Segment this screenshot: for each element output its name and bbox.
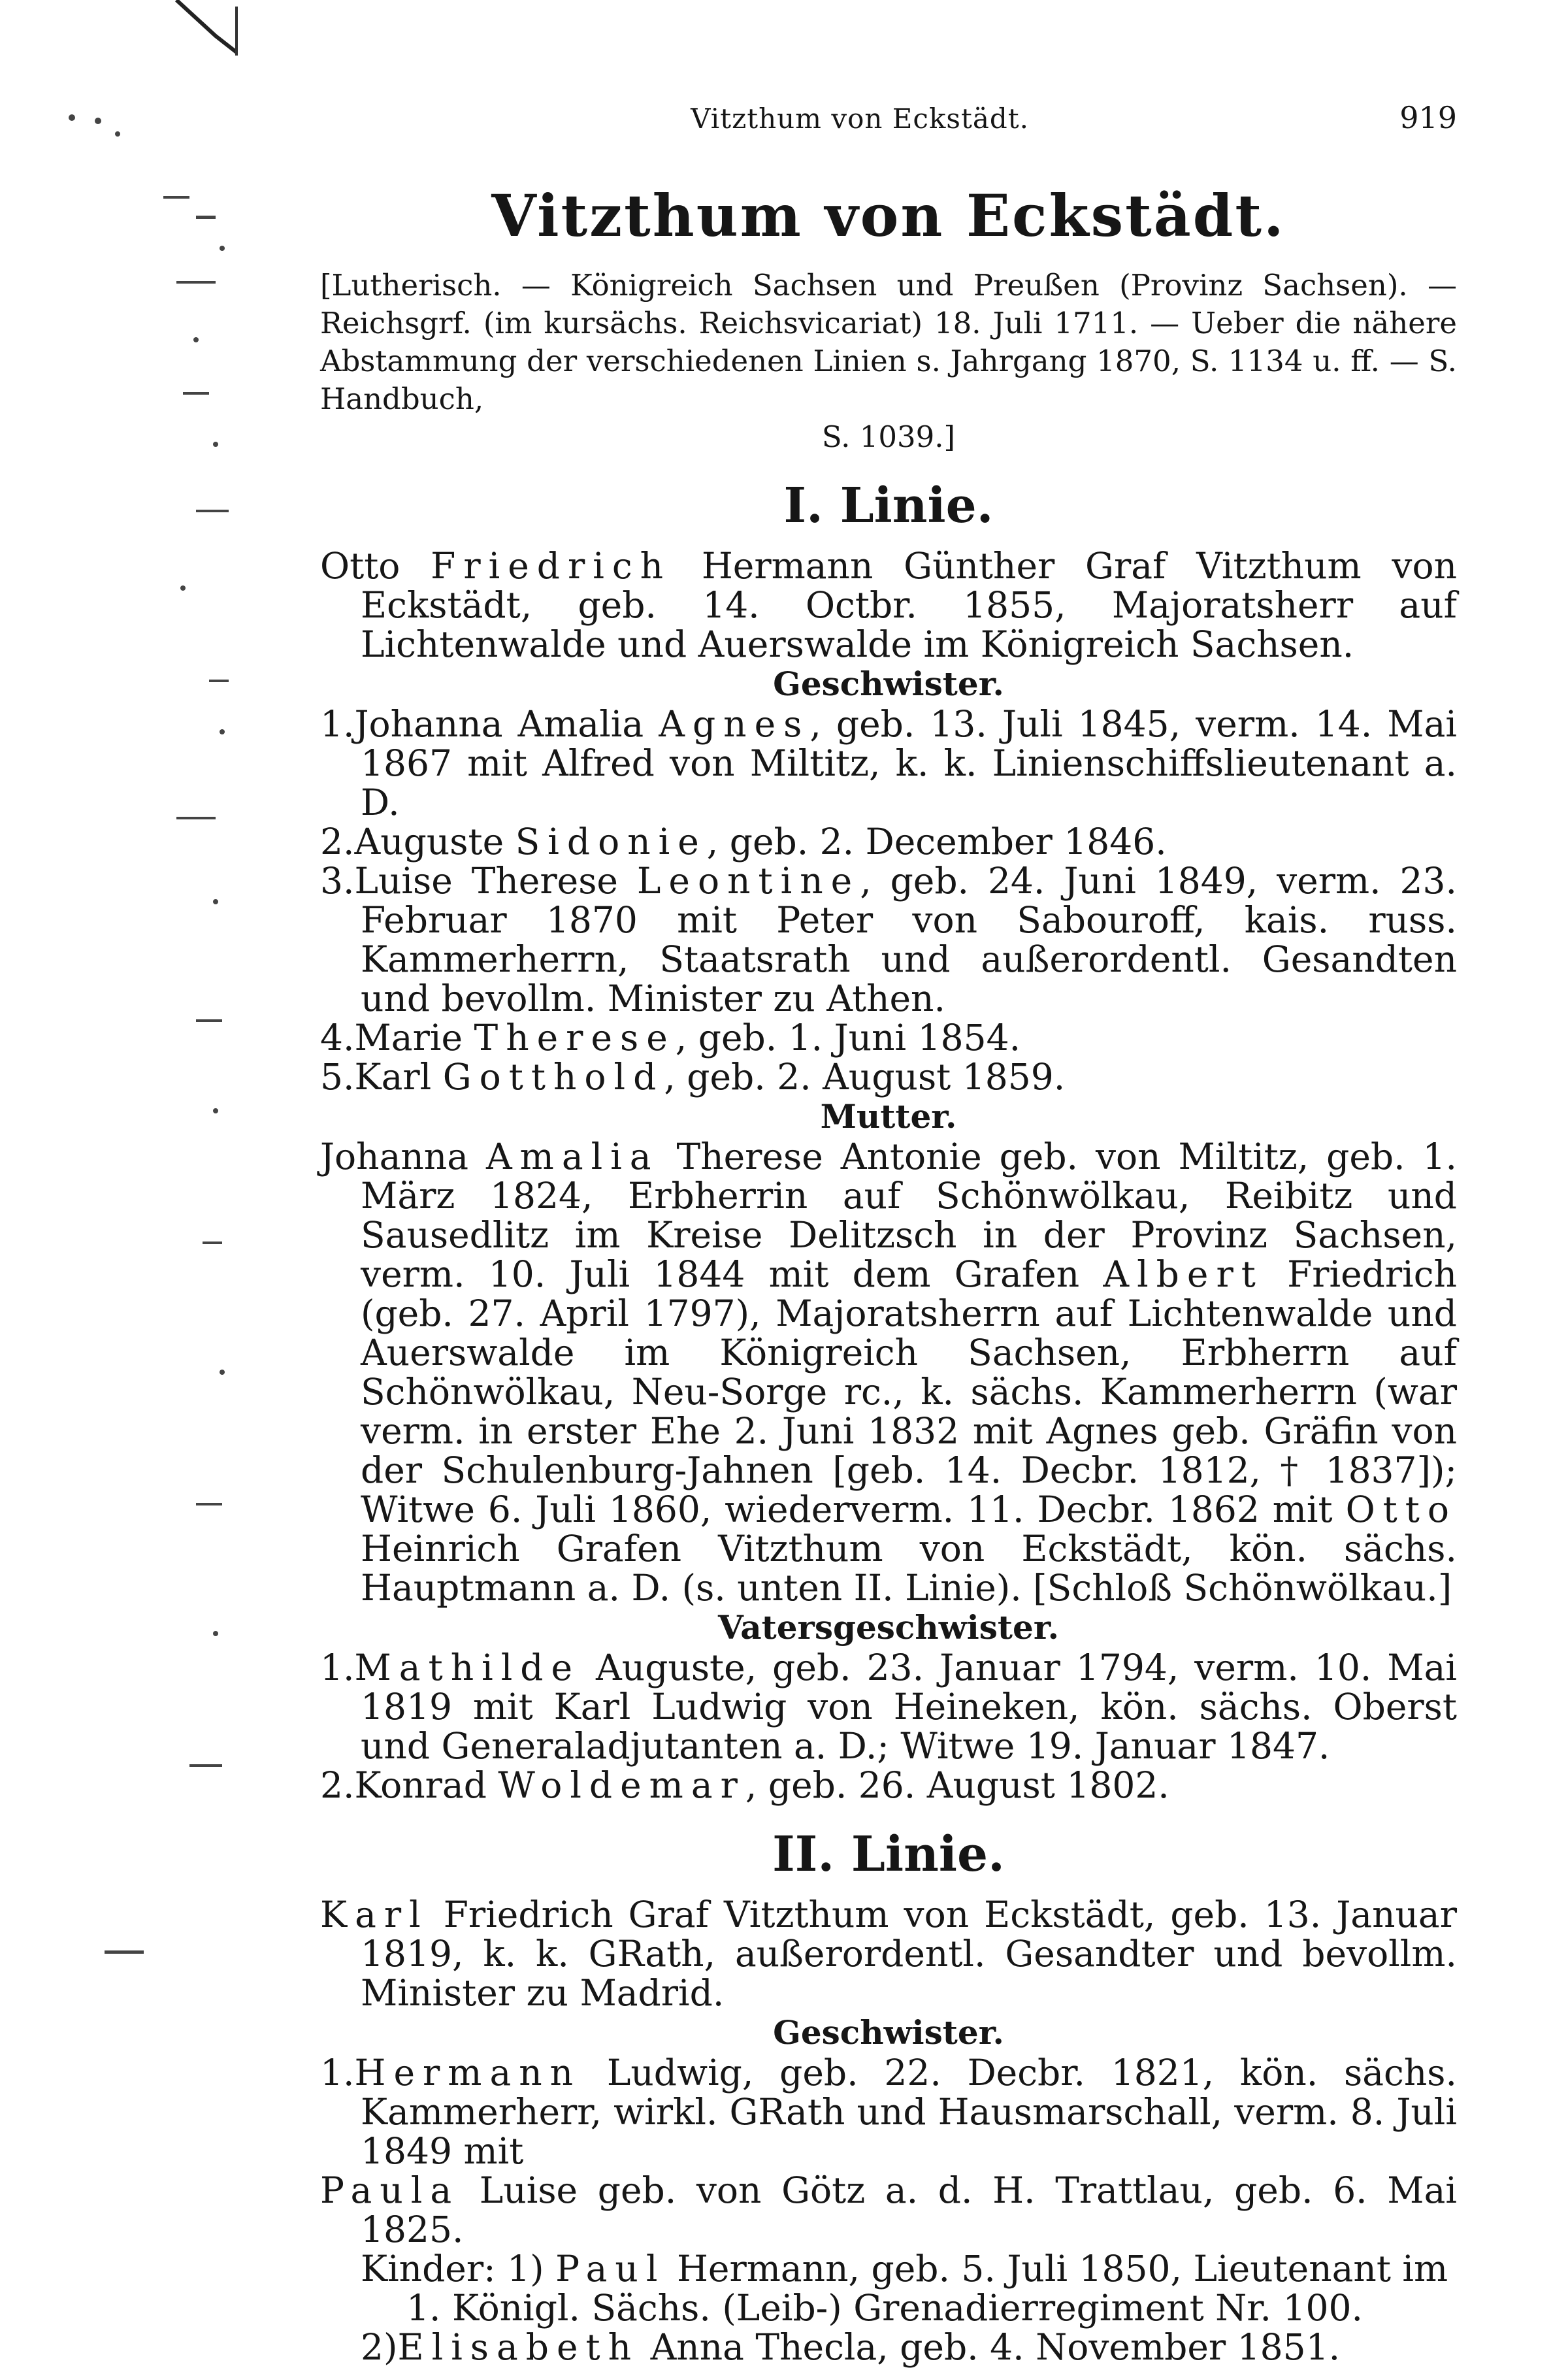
article-title: Vitzthum von Eckstädt.	[491, 182, 1286, 250]
page-number: 919	[1399, 100, 1457, 135]
siblings-heading: Geschwister.	[773, 665, 1004, 703]
sibling-entry: 5.Karl Gotthold, geb. 2. August 1859.	[320, 1056, 1066, 1098]
children-label: Kinder:	[361, 2248, 496, 2290]
sibling-entry: 4.Marie Therese, geb. 1. Juni 1854.	[320, 1017, 1021, 1059]
intro-last-line: S. 1039.]	[821, 419, 956, 454]
child-entry: Kinder: 1) Paul Hermann, geb. 5. Juli 1850, Lieutenant im 1. Königl. Sächs. (Leib-) Grenadierregiment Nr. 100.	[361, 2248, 1448, 2329]
page-header	[320, 98, 1457, 144]
entry-text: Hermann Günther Graf Vitzthum von Eckstädt, geb. 14. Octbr. 1855, Majoratsherr auf Lichtenwalde und Auerswalde im Königreich Sachsen.	[361, 545, 1457, 665]
line-1-heading: I. Linie.	[783, 478, 994, 534]
mother-heading: Mutter.	[820, 1097, 957, 1136]
sibling-entry: 1.Johanna Amalia Agnes, geb. 13. Juli 1845, verm. 14. Mai 1867 mit Alfred von Miltitz, k. k. Linienschiffslieutenant a. D.	[320, 703, 1457, 823]
line-2-siblings-heading: Geschwister.	[773, 2013, 1004, 2052]
sibling-entry: 2.Auguste Sidonie, geb. 2. December 1846.	[320, 821, 1167, 863]
father-sibling-entry: 2.Konrad Woldemar, geb. 26. August 1802.	[320, 1764, 1169, 1806]
running-title: Vitzthum von Eckstädt.	[691, 103, 1029, 135]
father-siblings-heading: Vatersgeschwister.	[718, 1608, 1059, 1647]
intro-text: [Lutherisch. — Königreich Sachsen und Preußen (Provinz Sachsen). — Reichsgrf. (im kursächs. Reichsvicariat) 18. Juli 1711. — Ueber die nähere Abstammung der verschiedenen Linien s. Jahrgang 1870, S. 1134 u. ff. — S. Handbuch,	[320, 268, 1457, 416]
scan-margin-marks	[0, 0, 274, 2091]
call-name: Friedrich	[431, 545, 672, 587]
spouse-entry: Paula Luise geb. von Götz a. d. H. Trattlau, geb. 6. Mai 1825.	[320, 2169, 1458, 2250]
sibling-entry: 3.Luise Therese Leontine, geb. 24. Juni 1849, verm. 23. Februar 1870 mit Peter von Sabouroff, kais. russ. Kammerherrn, Staatsrath und außerordentl. Gesandten und bevollm. Minister zu Athen.	[320, 860, 1458, 1019]
line-2-heading: II. Linie.	[772, 1826, 1005, 1883]
intro-paragraph	[320, 267, 1457, 456]
child-entry: 2)Elisabeth Anna Thecla, geb. 4. November 1851.	[361, 2326, 1341, 2368]
book-page	[320, 98, 1457, 2367]
given-name: Otto	[320, 545, 400, 587]
father-sibling-entry: 1.Mathilde Auguste, geb. 23. Januar 1794, verm. 10. Mai 1819 mit Karl Ludwig von Heineken, kön. sächs. Oberst und Generaladjutanten a. D.; Witwe 19. Januar 1847.	[320, 1647, 1457, 1767]
line-2-sibling-entry: 1.Hermann Ludwig, geb. 22. Decbr. 1821, kön. sächs. Kammerherr, wirkl. GRath und Hausmarschall, verm. 8. Juli 1849 mit	[320, 2052, 1457, 2172]
mother-entry: Johanna Amalia Therese Antonie geb. von Miltitz, geb. 1. März 1824, Erbherrin auf Schönwölkau, Reibitz und Sausedlitz im Kreise Delitzsch in der Provinz Sachsen, verm. 10. Juli 1844 mit dem Grafen Albert Friedrich (geb. 27. April 1797), Majoratsherrn auf Lichtenwalde und Auerswalde im Königreich Sachsen, Erbherrn auf Schönwölkau, Neu-Sorge rc., k. sächs. Kammerherrn (war verm. in erster Ehe 2. Juni 1832 mit Agnes geb. Gräfin von der Schulenburg-Jahnen [geb. 14. Decbr. 1812, † 1837]); Witwe 6. Juli 1860, wiederverm. 11. Decbr. 1862 mit Otto Heinrich Grafen Vitzthum von Eckstädt, kön. sächs. Hauptmann a. D. (s. unten II. Linie). [Schloß Schönwölkau.]	[320, 1136, 1458, 1609]
line-1-head-entry	[320, 546, 1457, 664]
line-2-head-entry: Karl Friedrich Graf Vitzthum von Eckstädt, geb. 13. Januar 1819, k. k. GRath, außerordentl. Gesandter und bevollm. Minister zu Madrid.	[320, 1894, 1457, 2014]
